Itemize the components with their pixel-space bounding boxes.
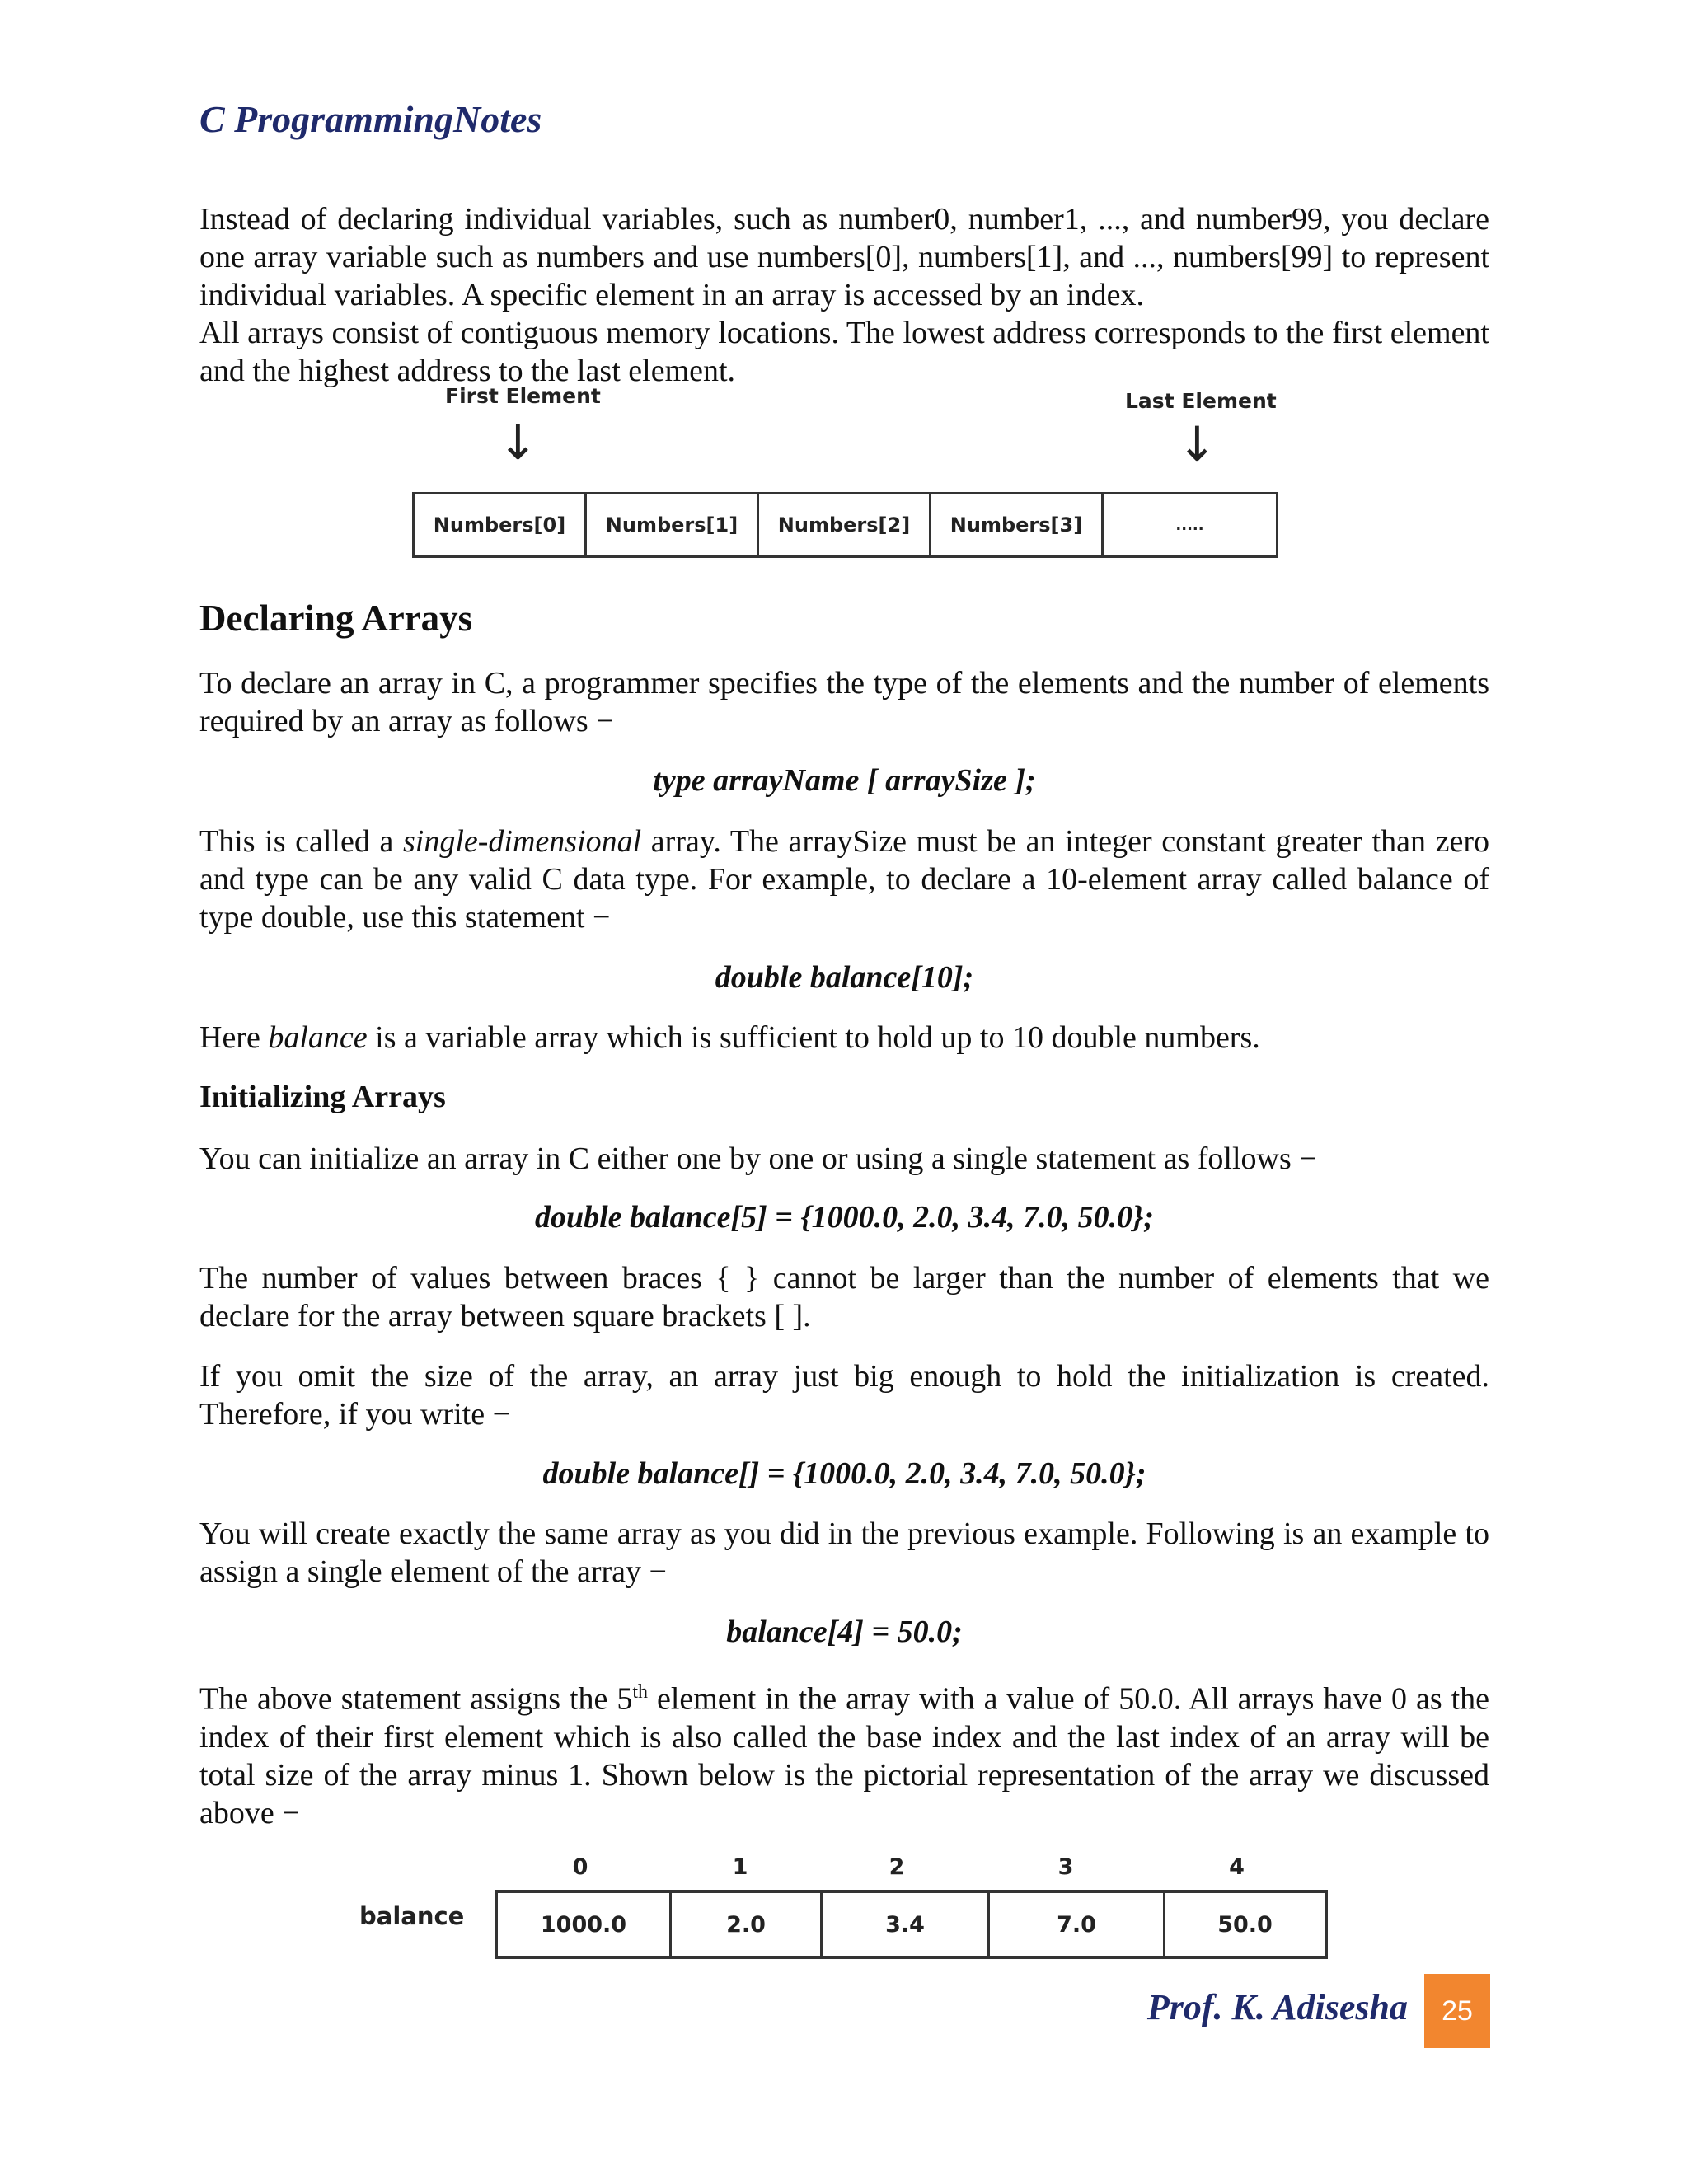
initializing-paragraph-3: If you omit the size of the array, an array just big enough to hold the initialization is created. Therefore, if you write − bbox=[199, 1359, 1489, 1432]
element-assignment-code: balance[4] = 50.0; bbox=[726, 1615, 963, 1649]
declaration-example-code: double balance[10]; bbox=[715, 960, 974, 995]
index-label: 1 bbox=[732, 1854, 748, 1880]
declaring-paragraph-3: Here balance is a variable array which is sufficient to hold up to 10 double numbers. bbox=[199, 1020, 1260, 1055]
initializing-paragraph-5: The above statement assigns the 5th element in the array with a value of 50.0. All arrays have 0 as the index of their first element which is also called the base index and the last index of an array will be total size of the array minus 1. Shown below is the pictorial representation of the array we discussed above − bbox=[199, 1681, 1490, 1830]
balance-cell: 3.4 bbox=[823, 1893, 990, 1956]
balance-cell: 2.0 bbox=[672, 1893, 823, 1956]
declaring-arrays-heading: Declaring Arrays bbox=[199, 598, 473, 639]
balance-index-row bbox=[495, 1854, 1321, 1880]
initialization-code: double balance[5] = {1000.0, 2.0, 3.4, 7.0, 50.0}; bbox=[534, 1200, 1155, 1235]
index-label: 3 bbox=[1057, 1854, 1074, 1880]
initializing-arrays-heading: Initializing Arrays bbox=[199, 1080, 446, 1114]
balance-array-diagram bbox=[495, 1890, 1328, 1959]
declaring-paragraph-1: To declare an array in C, a programmer specifies the type of the elements and the number of elements required by an array as follows − bbox=[199, 666, 1489, 738]
footer-author: Prof. K. Adisesha bbox=[1146, 1987, 1408, 2027]
index-label: 2 bbox=[889, 1854, 905, 1880]
index-label: 0 bbox=[572, 1854, 588, 1880]
last-element-label: Last Element bbox=[1125, 389, 1277, 413]
initializing-paragraph-1: You can initialize an array in C either one by one or using a single statement as follows − bbox=[199, 1141, 1317, 1176]
intro-paragraph-1: Instead of declaring individual variables, such as number0, number1, ..., and number99, you declare one array variable such as numbers and use numbers[0], numbers[1], and ..., numbers[99] to represent individual variables. A specific element in an array is accessed by an index. bbox=[199, 202, 1489, 312]
array-cell-ellipsis: ..... bbox=[1175, 516, 1204, 534]
balance-array-label: balance bbox=[359, 1902, 465, 1930]
balance-cell: 1000.0 bbox=[498, 1893, 672, 1956]
declaring-paragraph-2: This is called a single-dimensional array. The arraySize must be an integer constant greater than zero and type can be any valid C data type. For example, to declare a 10-element array called balance of type double, use this statement − bbox=[199, 824, 1490, 935]
first-element-arrow-icon: ↓ bbox=[498, 415, 538, 471]
numbers-array-diagram bbox=[412, 492, 1278, 558]
balance-cell: 7.0 bbox=[990, 1893, 1165, 1956]
initializing-paragraph-4: You will create exactly the same array as you did in the previous example. Following is an example to assign a single element of the array − bbox=[199, 1516, 1489, 1589]
initializing-paragraph-2: The number of values between braces { } cannot be larger than the number of elements that we declare for the array between square brackets [ ]. bbox=[199, 1261, 1489, 1333]
index-label: 4 bbox=[1229, 1854, 1245, 1880]
array-cell: Numbers[3] bbox=[931, 494, 1104, 555]
initialization-without-size-code: double balance[] = {1000.0, 2.0, 3.4, 7.0, 50.0}; bbox=[542, 1456, 1146, 1491]
first-element-label: First Element bbox=[445, 384, 601, 408]
document-header: C ProgrammingNotes bbox=[199, 98, 542, 140]
array-cell: Numbers[1] bbox=[587, 494, 759, 555]
page-number-badge: 25 bbox=[1424, 1974, 1490, 2048]
declaration-syntax-code: type arrayName [ arraySize ]; bbox=[653, 763, 1036, 798]
array-cell: Numbers[2] bbox=[759, 494, 931, 555]
balance-cell: 50.0 bbox=[1217, 1911, 1273, 1938]
array-cell: Numbers[0] bbox=[415, 494, 587, 555]
intro-paragraph-2: All arrays consist of contiguous memory locations. The lowest address corresponds to the first element and the highest address to the last element. bbox=[199, 316, 1489, 388]
last-element-arrow-icon: ↓ bbox=[1177, 416, 1217, 472]
